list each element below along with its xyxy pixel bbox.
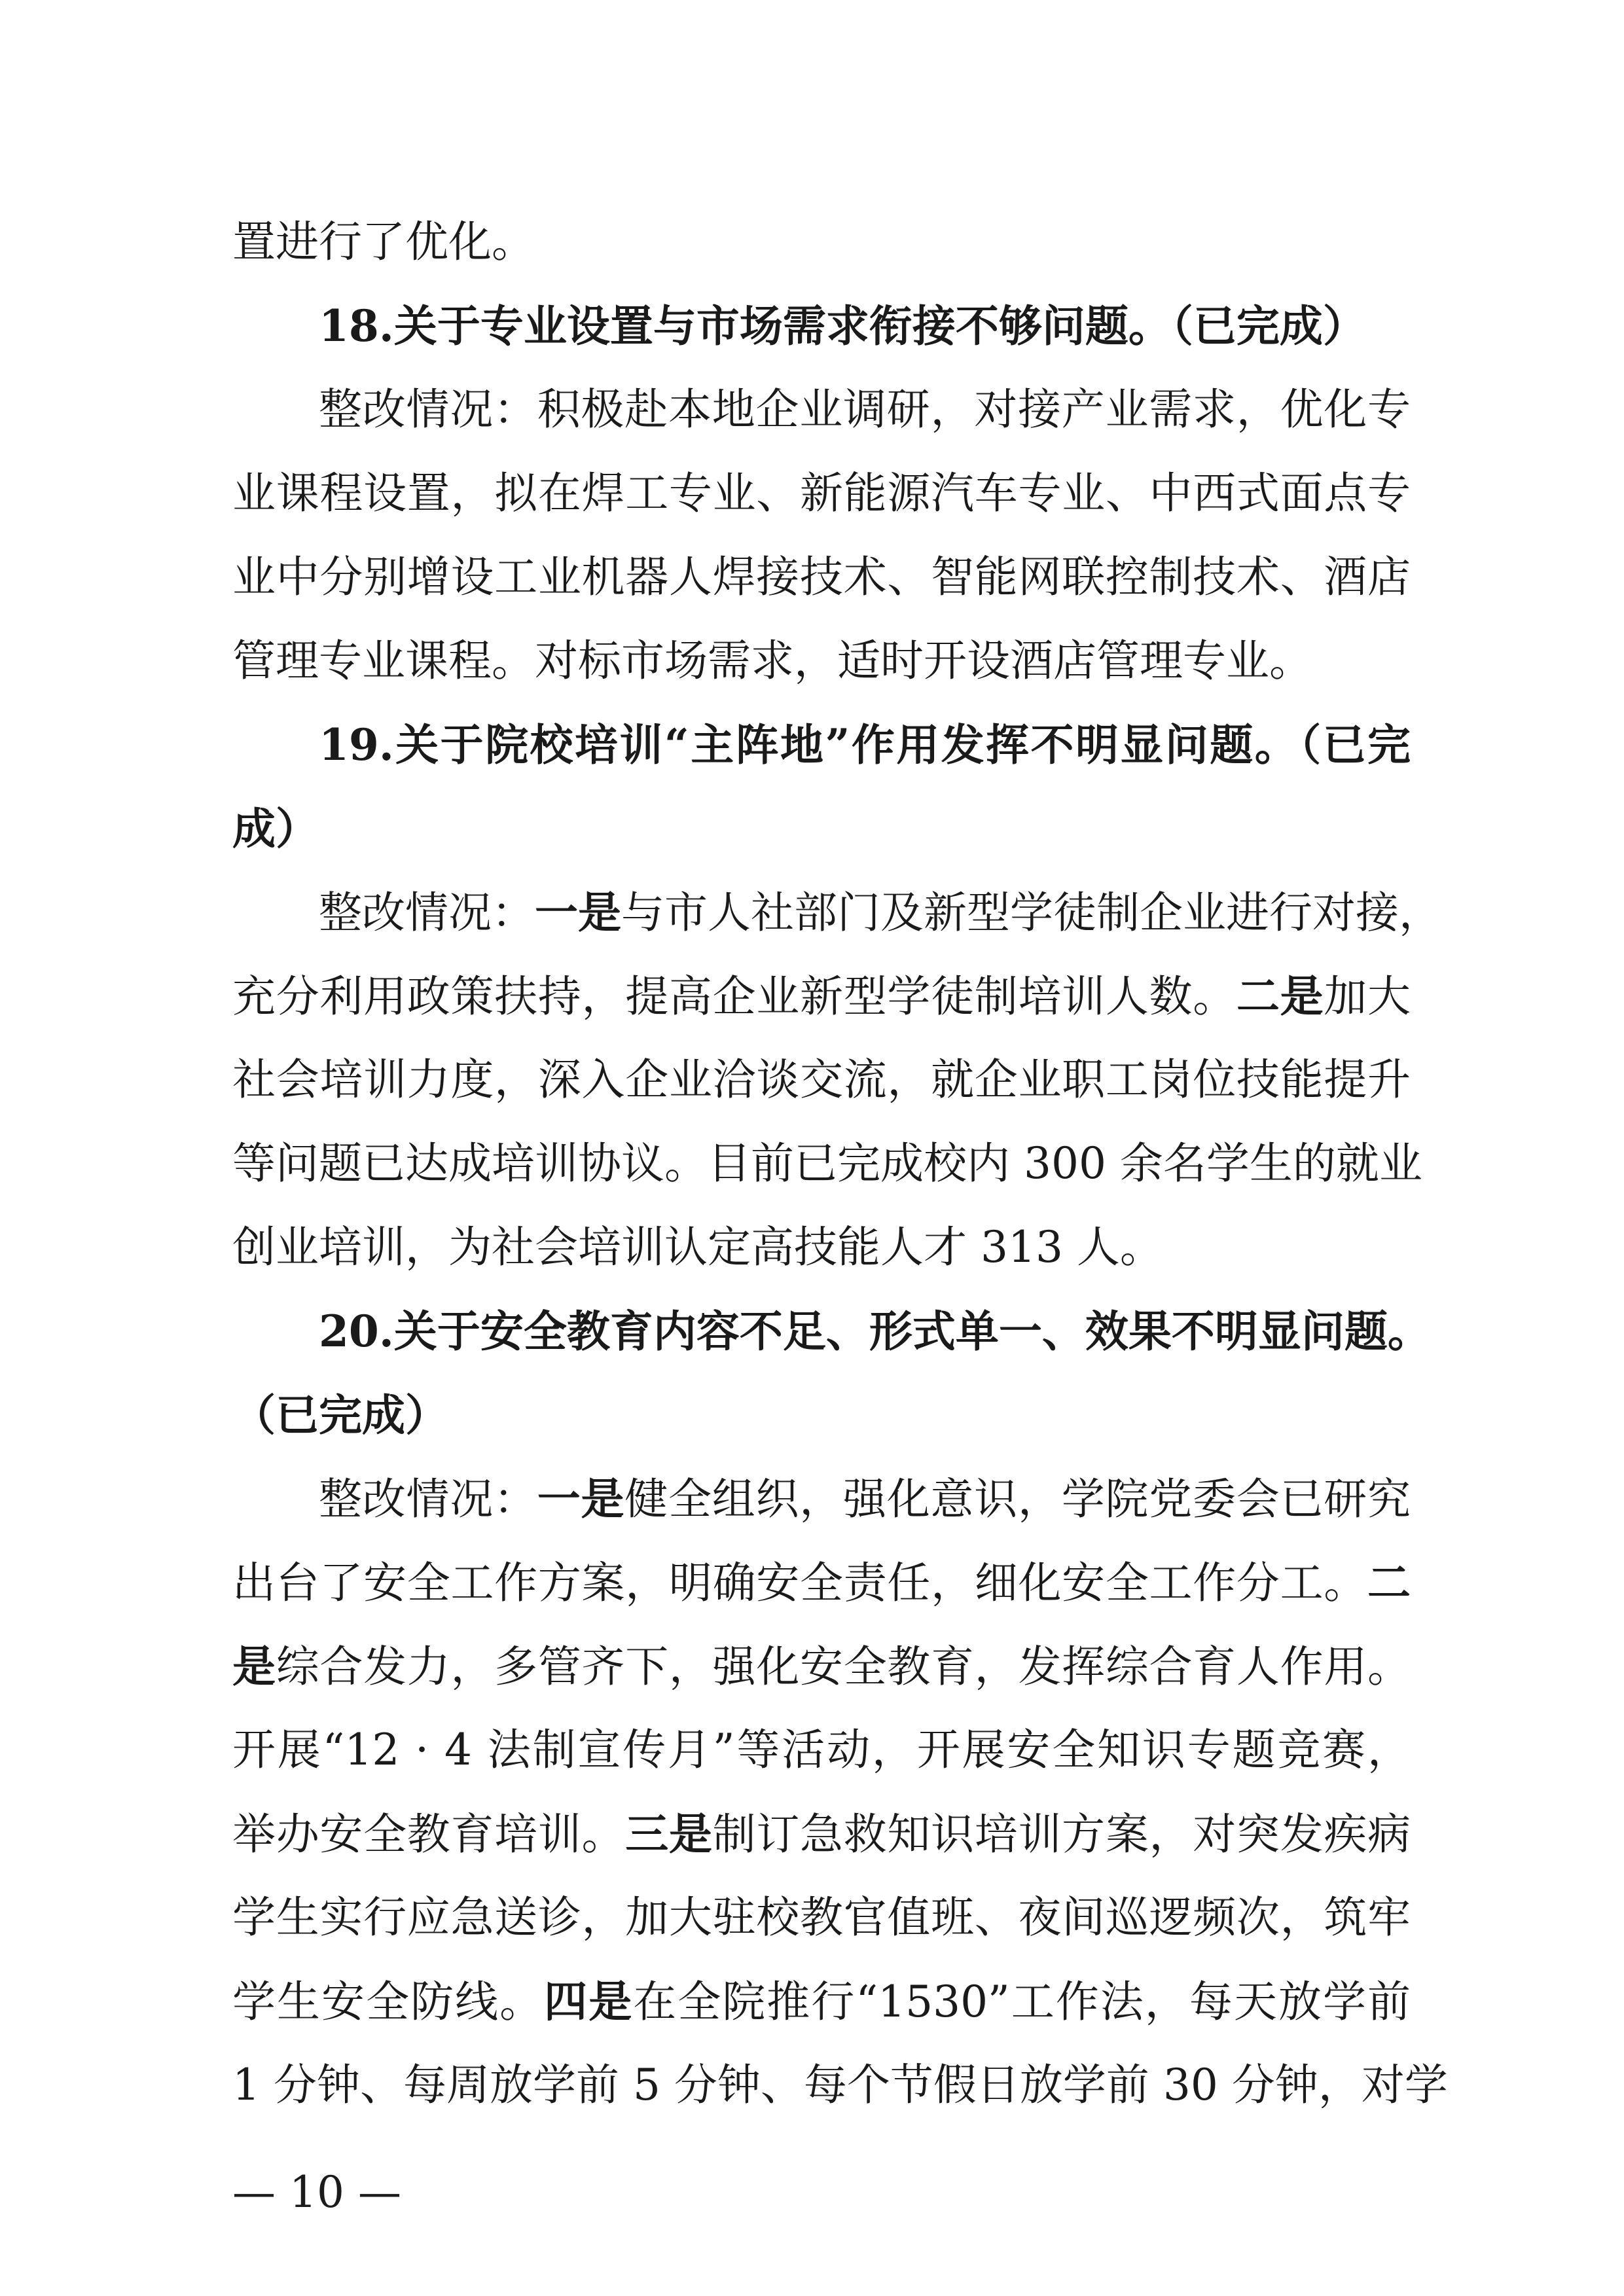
emphasis: 三是 <box>625 1808 713 1859</box>
emphasis: 一是 <box>535 887 621 938</box>
text-line: 创业培训，为社会培训认定高技能人才 313 人。 <box>232 1222 1163 1272</box>
text-line: 整改情况：一是与市人社部门及新型学徒制企业进行对接， <box>319 887 1442 938</box>
text-line: 管理专业课程。对标市场需求，适时开设酒店管理专业。 <box>232 636 1312 686</box>
emphasis: 一是 <box>537 1473 625 1524</box>
text-line: 学生安全防线。四是在全院推行“1530”工作法，每天放学前 <box>232 1976 1411 2027</box>
text-line: 举办安全教育培训。三是制订急救知识培训方案，对突发疾病 <box>232 1808 1411 1859</box>
text-line: 等问题已达成培训协议。目前已完成校内 300 余名学生的就业 <box>232 1138 1422 1189</box>
emphasis: 四是 <box>544 1976 634 2027</box>
text-line: 社会培训力度，深入企业洽谈交流，就企业职工岗位技能提升 <box>232 1054 1411 1105</box>
text-line: 整改情况：一是健全组织，强化意识，学院党委会已研究 <box>319 1473 1411 1524</box>
text-line: 业课程设置，拟在焊工专业、新能源汽车专业、中西式面点专 <box>232 468 1411 518</box>
section-heading-18: 18.关于专业设置与市场需求衔接不够问题。（已完成） <box>319 300 1366 351</box>
text-line: 整改情况：积极赴本地企业调研，对接产业需求，优化专 <box>319 384 1411 435</box>
text-line: 置进行了优化。 <box>232 217 535 267</box>
section-heading-20-cont: （已完成） <box>232 1390 448 1441</box>
text-line: 开展“12 · 4 法制宣传月”等活动，开展安全知识专题竞赛， <box>232 1725 1411 1775</box>
section-heading-20: 20.关于安全教育内容不足、形式单一、效果不明显问题。 <box>319 1306 1431 1357</box>
emphasis: 是 <box>232 1641 276 1692</box>
text-line: 是综合发力，多管齐下，强化安全教育，发挥综合育人作用。 <box>232 1641 1411 1692</box>
section-heading-19-cont: 成） <box>232 803 319 854</box>
text-line: 学生实行应急送诊，加大驻校教官值班、夜间巡逻频次，筑牢 <box>232 1892 1411 1943</box>
text-line: 出台了安全工作方案，明确安全责任，细化安全工作分工。二 <box>232 1557 1411 1608</box>
text-line: 业中分别增设工业机器人焊接技术、智能网联控制技术、酒店 <box>232 552 1411 602</box>
emphasis: 二是 <box>1236 971 1324 1022</box>
section-heading-19: 19.关于院校培训“主阵地”作用发挥不明显问题。（已完 <box>319 719 1411 770</box>
text-line: 充分利用政策扶持，提高企业新型学徒制培训人数。二是加大 <box>232 971 1411 1022</box>
emphasis: 二 <box>1367 1557 1411 1608</box>
text-line: 1 分钟、每周放学前 5 分钟、每个节假日放学前 30 分钟，对学 <box>232 2060 1448 2110</box>
page-number: — 10 — <box>232 2167 401 2217</box>
